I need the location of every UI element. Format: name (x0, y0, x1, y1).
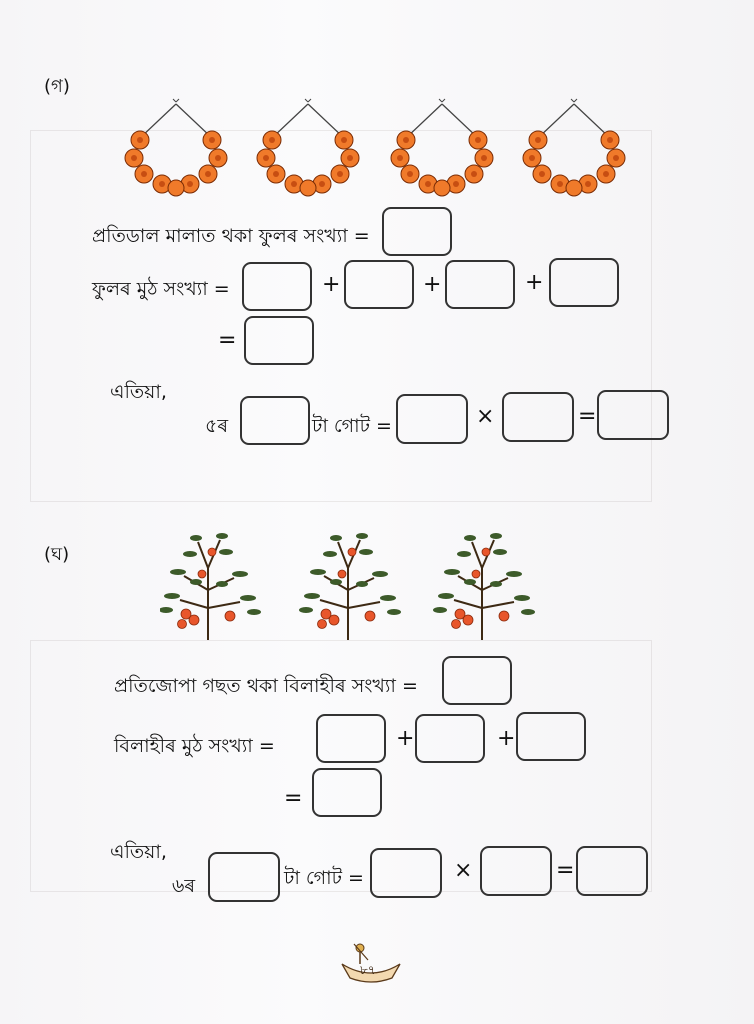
groups-box[interactable] (240, 396, 310, 445)
per-plant-box[interactable] (442, 656, 512, 705)
tomato-total-text: বিলাহীৰ মুঠ সংখ্যা = (114, 735, 275, 757)
flower-add-box-1[interactable] (242, 262, 312, 311)
equals-sign: = (578, 404, 597, 429)
times-prefix-text: ৬ৰ (172, 875, 196, 897)
garland-row (120, 98, 640, 208)
flower-garland-icon (120, 98, 640, 208)
flower-add-box-3[interactable] (445, 260, 515, 309)
flower-total-text: ফুলৰ মুঠ সংখ্যা = (92, 278, 230, 300)
plus-sign: + (525, 270, 544, 295)
per-garland-text: প্ৰতিডাল মালাত থকা ফুলৰ সংখ্যা = (92, 225, 370, 247)
per-garland-box[interactable] (382, 207, 452, 256)
plant-row (160, 528, 540, 643)
section-gh-label: (ঘ) (44, 544, 70, 565)
section-g-label: (গ) (44, 76, 70, 97)
tomato-add-box-3[interactable] (516, 712, 586, 761)
groups-box[interactable] (208, 852, 280, 902)
plus-sign: + (423, 272, 442, 297)
plus-sign: + (322, 272, 341, 297)
mult-box-1[interactable] (370, 848, 442, 898)
equals-sign: = (556, 858, 575, 883)
times-sign: × (454, 858, 473, 883)
flower-add-box-2[interactable] (344, 260, 414, 309)
equals-sign: = (218, 328, 237, 353)
tomato-add-box-2[interactable] (415, 714, 485, 763)
equals-sign: = (284, 786, 303, 811)
now-text: এতিয়া, (110, 841, 167, 863)
product-box[interactable] (576, 846, 648, 896)
page-number: ৮৭ (360, 963, 376, 977)
plus-sign: + (497, 726, 516, 751)
page-number-boat (336, 938, 406, 988)
times-word-text: টা গোট = (312, 415, 392, 437)
times-sign: × (476, 404, 495, 429)
per-plant-text: প্ৰতিজোপা গছত থকা বিলাহীৰ সংখ্যা = (114, 675, 418, 697)
times-prefix-text: ৫ৰ (205, 415, 229, 437)
times-word-text: টা গোট = (284, 867, 364, 889)
now-text: এতিয়া, (110, 381, 167, 403)
mult-box-1[interactable] (396, 394, 468, 444)
mult-box-2[interactable] (502, 392, 574, 442)
tomato-add-box-1[interactable] (316, 714, 386, 763)
mult-box-2[interactable] (480, 846, 552, 896)
tomato-plant-icon (160, 528, 540, 643)
product-box[interactable] (597, 390, 669, 440)
flower-add-box-4[interactable] (549, 258, 619, 307)
plus-sign: + (396, 726, 415, 751)
tomato-sum-box[interactable] (312, 768, 382, 817)
flower-sum-box[interactable] (244, 316, 314, 365)
